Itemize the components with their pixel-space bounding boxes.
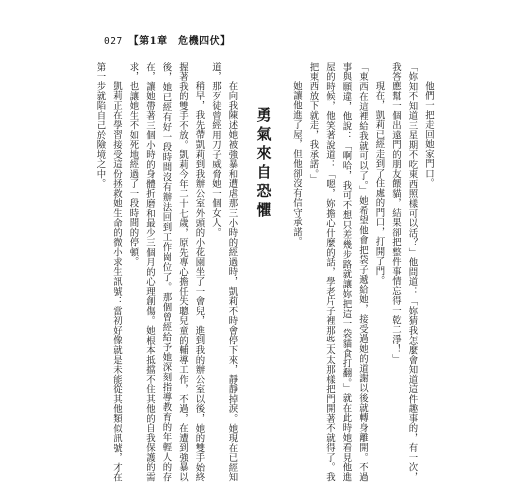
- paragraph: 她讓他進了屋，但他卻沒有信守承諾。: [291, 80, 302, 247]
- chapter-title: 【第1章 危機四伏】: [128, 36, 231, 47]
- paragraph: 「東西在這裡給我就可以了。」她希望他會把袋子遞給她，接受過她的道謝以後就轉身離開。不過事與願違，他說：「啊哈，我可不想只差幾步路就讓妳把這一袋貓食打翻。」就在此時她看見他進屋的時候，他笑著說道：「嗯，妳擔心什麼的話，學老片子裡那些太太那樣把門開著不就得了。我把東西放下就走，我承諾。」: [307, 62, 368, 482]
- page-number: 027: [104, 36, 123, 47]
- paragraph: 「妳知不知道三星期不吃東西照樣可以活？」他問道：「妳猜我怎麼會知道這件趣事的，有一次，我答應幫一個出遠門的朋友餵貓，結果卻把整件事情忘得一乾二淨！」: [390, 62, 418, 482]
- paragraph: 凱莉正在學習接受這份拯救她生命的微小求生訊號：當初好像就是未能從其他類似訊號，才在第一步就陷自己於險境之中。: [94, 62, 122, 482]
- paragraph: 他們一把走回她家門口。: [423, 80, 434, 188]
- paragraph: 稍早，我先帶凱莉到我辦公室外頭的小花園坐了一會兒，進到我的辦公室以後，她的雙手始終握著我的雙手不放。凱莉今年二十七歲，原先專心擔任失聰兒童的輔導工作，不過，在遭到強暴以後，她已經有好一段時間沒有辦法回到工作崗位了。那個曾經給予她深刻指導教育的年輕人的存在，讓她帶著三個小時的身體折磨和最少三個月的心理創傷。她根本抵擋不住其他的自我保護的需求，也讓她生不如死地經過了一段時間的停頓。: [127, 62, 205, 482]
- paragraph: 在向我陳述她被強暴和遭虐那三小時的經過時，凱莉不時會停下來，靜靜掉淚。她現在已經知道，那歹徒曾經用刀子威脅她一個女人。: [210, 62, 238, 482]
- vertical-body-text: [94, 62, 436, 482]
- running-head: [104, 32, 231, 47]
- paragraph: 現在，凱莉已經走到了住處的門口，打開了門。: [373, 80, 385, 286]
- section-heading: 勇氣來自恐懼: [254, 107, 273, 221]
